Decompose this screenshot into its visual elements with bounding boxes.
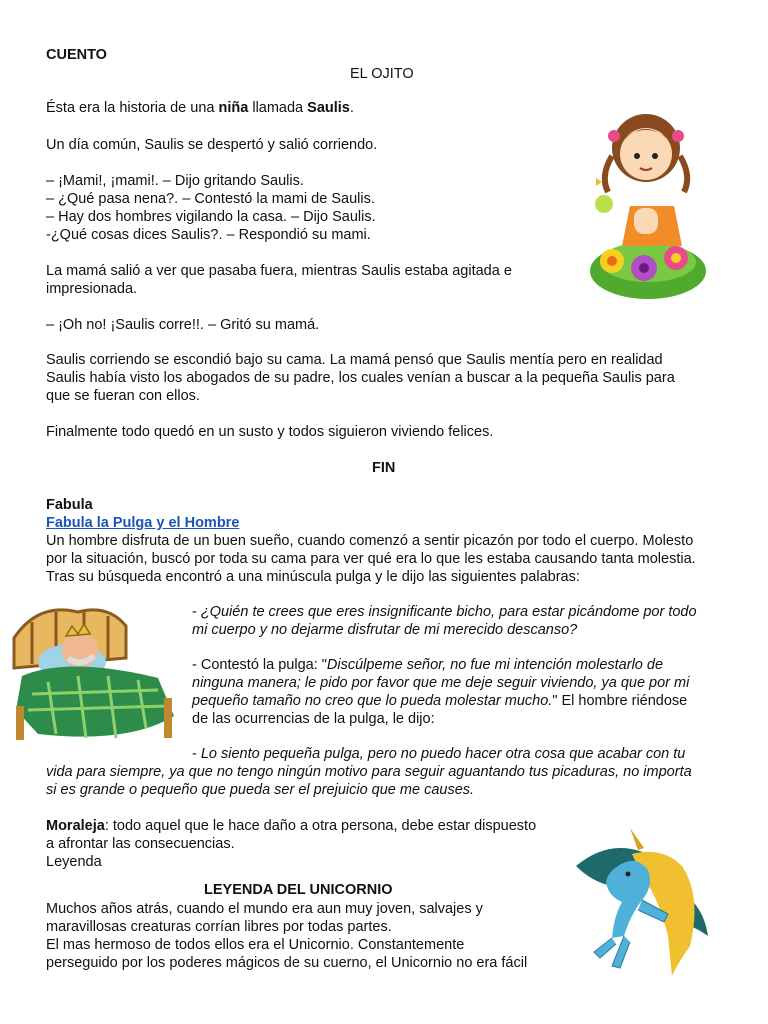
legend-paragraph: Muchos años atrás, cuando el mundo era aun muy joven, salvajes y [46, 901, 483, 917]
legend-title: LEYENDA DEL UNICORNIO [204, 882, 393, 898]
story-intro: Ésta era la historia de una niña llamada Saulis. [46, 100, 354, 116]
fable-moral: a afrontar las consecuencias. [46, 836, 235, 852]
story-paragraph: La mamá salió a ver que pasaba fuera, mientras Saulis estaba agitada e [46, 263, 512, 279]
fable-quote: si es grande o pequeño que pueda ser el prejuicio que me causes. [46, 782, 475, 798]
story-paragraph: Finalmente todo quedó en un susto y todos siguieron viviendo felices. [46, 424, 494, 440]
fable-paragraph: por la situación, buscó por toda su cama para ver qué era lo que les estaba causando tanta molestia. [46, 551, 696, 567]
story-paragraph: Saulis había visto los abogados de su padre, los cuales venían a buscar a la pequeña Saulis para [46, 370, 675, 386]
story-end: FIN [372, 460, 396, 476]
section-label-fabula: Fabula [46, 497, 93, 513]
fable-quote: - ¿Quién te crees que eres insignificante bicho, para estar picándome por todo [192, 604, 697, 620]
fable-quote: mi cuerpo y no dejarme disfrutar de mi merecido descanso? [192, 622, 578, 638]
story-paragraph: Saulis corriendo se escondió bajo su cama. La mamá pensó que Saulis mentía pero en realidad [46, 352, 663, 368]
man-in-bed-illustration [8, 598, 180, 746]
story-paragraph: impresionada. [46, 281, 138, 297]
section-label-leyenda: Leyenda [46, 854, 102, 870]
fable-moral: Moraleja: todo aquel que le hace daño a otra persona, debe estar dispuesto [46, 818, 537, 834]
fable-quote: ninguna manera; le pido por favor que me deje seguir viviendo, ya que por mi [192, 675, 690, 691]
legend-paragraph: maravillosas creaturas corrían libres por todas partes. [46, 919, 392, 935]
story-paragraph: Un día común, Saulis se despertó y salió corriendo. [46, 137, 378, 153]
story-paragraph: que se fueran con ellos. [46, 388, 200, 404]
fable-quote: vida para siempre, ya que no tengo ningún motivo para seguir aguantando tus picaduras, no importa [46, 764, 692, 780]
dialog-line: – Hay dos hombres vigilando la casa. – Dijo Saulis. [46, 209, 376, 225]
legend-paragraph: perseguido por los poderes mágicos de su cuerno, el Unicornio no era fácil [46, 955, 528, 971]
girl-illustration [582, 96, 710, 304]
fable-paragraph: de las ocurrencias de la pulga, le dijo: [192, 711, 435, 727]
fable-paragraph: Tras su búsqueda encontró a una minúscula pulga y le dijo las siguientes palabras: [46, 569, 580, 585]
fable-quote: pequeño tamaño no creo que lo pueda molestar mucho." El hombre riéndose [192, 693, 688, 709]
legend-paragraph: El mas hermoso de todos ellos era el Unicornio. Constantemente [46, 937, 465, 953]
fable-quote: - Lo siento pequeña pulga, pero no puedo hacer otra cosa que acabar con tu [192, 746, 686, 762]
fable-quote: - Contestó la pulga: "Discúlpeme señor, no fue mi intención molestarlo de [192, 657, 664, 673]
dialog-line: – ¿Qué pasa nena?. – Contestó la mami de Saulis. [46, 191, 375, 207]
story-paragraph: – ¡Oh no! ¡Saulis corre!!. – Gritó su mamá. [46, 317, 320, 333]
fable-paragraph: Un hombre disfruta de un buen sueño, cuando comenzó a sentir picazón por todo el cuerpo. Molesto [46, 533, 694, 549]
story-title: EL OJITO [350, 66, 414, 82]
dialog-line: – ¡Mami!, ¡mami!. – Dijo gritando Saulis. [46, 173, 304, 189]
unicorn-illustration [572, 826, 712, 976]
dialog-line: -¿Qué cosas dices Saulis?. – Respondió su mami. [46, 227, 371, 243]
fable-title-link[interactable]: Fabula la Pulga y el Hombre [46, 515, 240, 531]
section-label-cuento: CUENTO [46, 47, 107, 63]
